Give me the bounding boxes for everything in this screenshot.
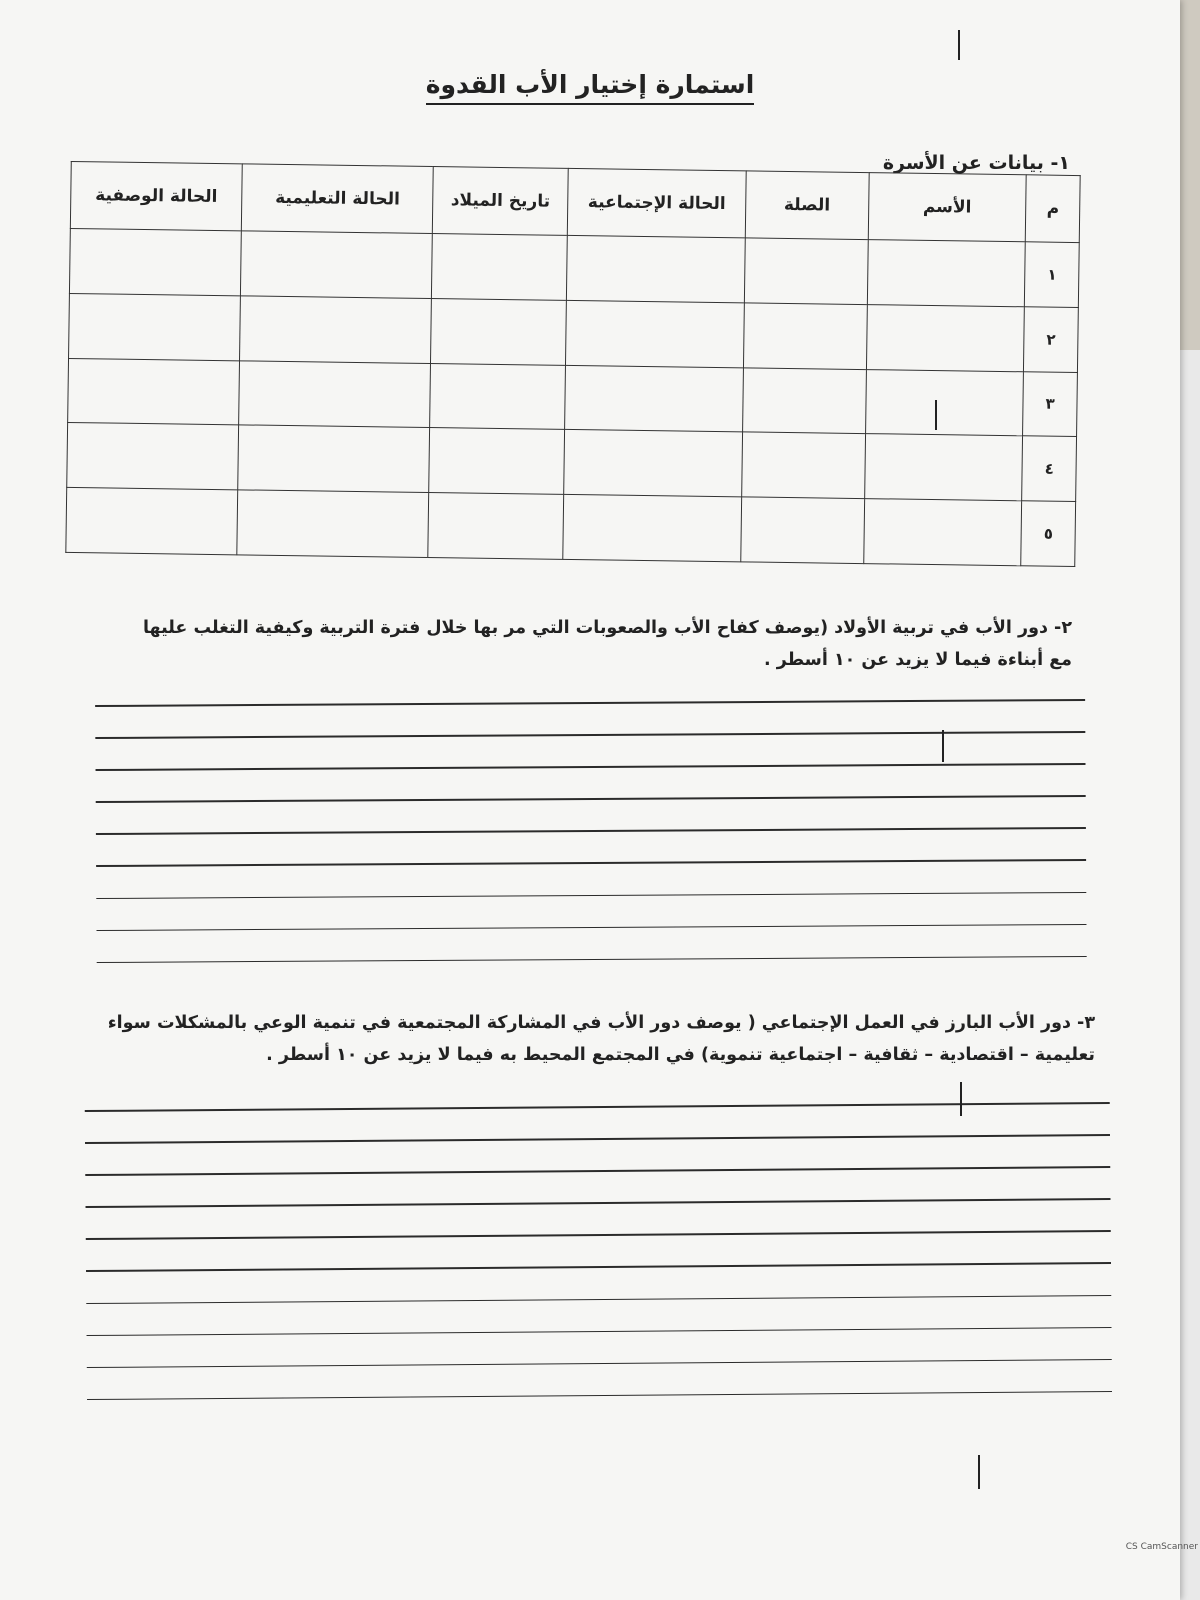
col-header-name: الأسم: [868, 173, 1027, 242]
answer-line[interactable]: [86, 1198, 1111, 1208]
table-cell[interactable]: [430, 363, 565, 430]
table-cell[interactable]: [428, 493, 563, 560]
row-number: ٤: [1022, 436, 1077, 502]
fold-mark: [958, 30, 960, 60]
table-cell[interactable]: [239, 360, 431, 427]
table-cell[interactable]: [565, 300, 744, 367]
row-number: ٢: [1024, 307, 1079, 373]
answer-line[interactable]: [85, 1134, 1110, 1144]
answer-line[interactable]: [96, 924, 1086, 932]
table-cell[interactable]: [865, 369, 1024, 436]
section3-answer-lines[interactable]: [85, 1102, 1112, 1431]
col-header-description-status: الحالة الوصفية: [70, 161, 242, 230]
fold-mark: [978, 1455, 980, 1489]
table-cell[interactable]: [564, 430, 743, 497]
table-cell[interactable]: [67, 423, 239, 490]
answer-line[interactable]: [96, 763, 1086, 771]
table-cell[interactable]: [69, 228, 241, 295]
answer-line[interactable]: [97, 956, 1087, 964]
fold-mark: [942, 730, 944, 762]
fold-mark: [960, 1082, 962, 1116]
form-title-text: استمارة إختيار الأب القدوة: [426, 70, 755, 105]
col-header-relation: الصلة: [745, 171, 868, 240]
answer-line[interactable]: [96, 827, 1086, 835]
table-cell[interactable]: [566, 235, 745, 302]
section2-answer-lines[interactable]: [95, 699, 1087, 994]
answer-line[interactable]: [87, 1359, 1112, 1369]
table-cell[interactable]: [240, 296, 432, 363]
section2-question: ٢- دور الأب في تربية الأولاد (يوصف كفاح الأب والصعوبات التي مر بها خلال فترة التربية وكيفية التغلب عليها مع أبناءة فيما لا يزيد عن ١٠ أسطر .: [142, 618, 1072, 670]
table-cell[interactable]: [565, 365, 744, 432]
table-cell[interactable]: [744, 238, 867, 305]
answer-line[interactable]: [96, 892, 1086, 900]
table-cell[interactable]: [741, 497, 864, 564]
row-number: ١: [1025, 242, 1080, 308]
table-cell[interactable]: [743, 367, 866, 434]
table-cell[interactable]: [863, 499, 1022, 566]
answer-line[interactable]: [96, 859, 1086, 867]
answer-line[interactable]: [85, 1166, 1110, 1176]
table-cell[interactable]: [238, 425, 430, 492]
answer-line[interactable]: [86, 1295, 1111, 1305]
table-cell[interactable]: [744, 303, 867, 370]
table-cell[interactable]: [68, 358, 240, 425]
col-header-index: م: [1026, 175, 1081, 243]
table-cell[interactable]: [237, 490, 429, 557]
section1-heading: ١- بيانات عن الأسرة: [882, 152, 1070, 174]
table-cell[interactable]: [431, 298, 566, 365]
answer-line[interactable]: [95, 699, 1085, 707]
answer-line[interactable]: [85, 1102, 1110, 1112]
row-number: ٣: [1023, 371, 1078, 437]
answer-line[interactable]: [86, 1262, 1111, 1272]
table-row: [66, 488, 1076, 567]
answer-line[interactable]: [87, 1327, 1112, 1337]
table-cell[interactable]: [429, 428, 564, 495]
answer-line[interactable]: [96, 795, 1086, 803]
table-cell[interactable]: [432, 234, 567, 301]
answer-line[interactable]: [87, 1391, 1112, 1401]
row-number: ٥: [1021, 501, 1076, 567]
table-cell[interactable]: [241, 231, 433, 298]
table-cell[interactable]: [866, 304, 1025, 371]
section3-question: ٣- دور الأب البارز في العمل الإجتماعي ( يوصف دور الأب في المشاركة المجتمعية في تنمية الوعي بالمشكلات سواء تعليمية – اقتصادية – ثقافية – اجتماعية تنموية) في المجتمع المحيط به فيما لا يزيد عن ١٠ أسطر .: [107, 1013, 1095, 1065]
table-cell[interactable]: [864, 434, 1023, 501]
answer-line[interactable]: [86, 1230, 1111, 1240]
answer-line[interactable]: [95, 731, 1085, 739]
table-cell[interactable]: [742, 432, 865, 499]
table-cell[interactable]: [66, 488, 238, 555]
col-header-education-status: الحالة التعليمية: [241, 164, 433, 234]
table-cell[interactable]: [563, 495, 742, 562]
table-cell[interactable]: [867, 240, 1026, 307]
form-title: [0, 70, 1180, 99]
scanner-watermark: CS CamScanner: [1125, 1542, 1198, 1552]
col-header-birth-date: تاريخ الميلاد: [433, 167, 569, 236]
table-cell[interactable]: [69, 293, 241, 360]
col-header-social-status: الحالة الإجتماعية: [567, 168, 746, 237]
family-data-table: [65, 161, 1080, 567]
fold-mark: [935, 400, 937, 430]
